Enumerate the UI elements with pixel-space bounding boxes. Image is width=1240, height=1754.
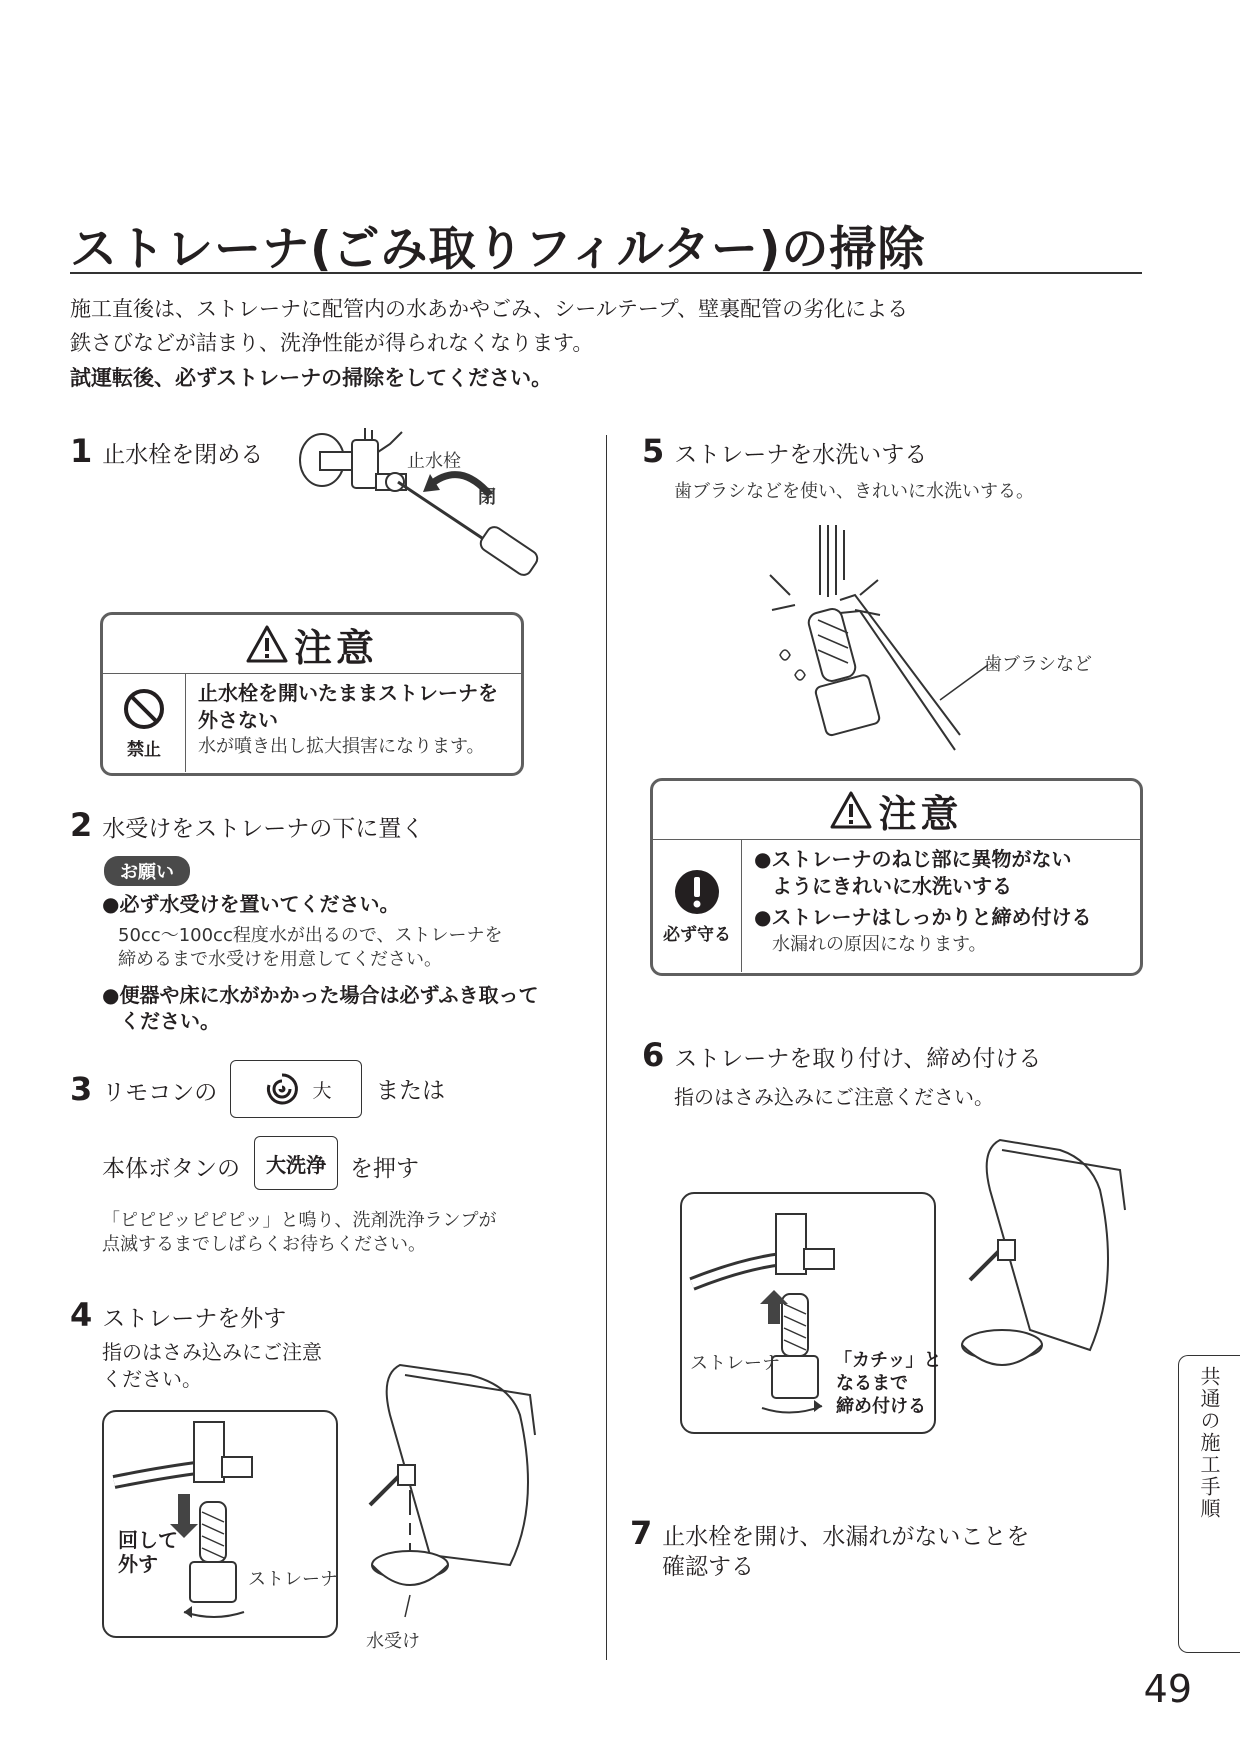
remote-flush-button[interactable] (230, 1060, 362, 1118)
warning-triangle-icon (830, 791, 872, 829)
intro-line-1: 施工直後は、ストレーナに配管内の水あかやごみ、シールテープ、壁裏配管の劣化による (70, 297, 909, 321)
step-2-bullet-1-sub-2: 締めるまで水受けを用意してください。 (118, 949, 442, 970)
mandatory-label: 必ず守る (663, 924, 731, 945)
step-5-number: 5 (642, 432, 665, 470)
step-4-sub-2: ください。 (102, 1367, 202, 1391)
step-3 (70, 1070, 217, 1108)
label-strainer-4: ストレーナ (248, 1569, 338, 1590)
caution-1-heading: 注意 (293, 625, 378, 670)
caution-1-header (103, 615, 521, 674)
step-1-text: 止水栓を閉める (102, 442, 264, 468)
caution-1-line-1: 止水栓を開いたままストレーナを (198, 681, 498, 705)
toilet-side-illustration-4 (360, 1355, 560, 1615)
section-side-tab (1178, 1355, 1240, 1653)
step-1-number: 1 (70, 432, 93, 470)
label-click-2: なるまで (836, 1373, 908, 1394)
step-2-bullet-1-sub-1: 50cc～100cc程度水が出るので、ストレーナを (118, 925, 503, 946)
column-divider (606, 435, 607, 1660)
step-7-line-2: 確認する (662, 1554, 754, 1580)
prohibited-label: 禁止 (127, 739, 161, 760)
step-6-number: 6 (642, 1036, 665, 1074)
mandatory-column (653, 840, 742, 972)
request-badge (104, 856, 190, 886)
step-2 (70, 806, 424, 844)
caution-2-line-1: ●ストレーナのねじ部に異物がない (754, 847, 1072, 871)
step-2-bullet-1: ●必ず水受けを置いてください。 (102, 892, 400, 916)
label-click-3: 締め付ける (836, 1396, 926, 1417)
intro-line-3: 試運転後、必ずストレーナの掃除をしてください。 (70, 366, 553, 390)
label-pan: 水受け (366, 1631, 420, 1652)
remote-flush-button-label: 大 (312, 1079, 332, 1102)
strainer-removal-detail (104, 1412, 336, 1636)
caution-2-header (653, 781, 1140, 840)
step-5 (642, 432, 927, 470)
request-badge-label: お願い (104, 856, 190, 886)
step-6-sub: 指のはさみ込みにご注意ください。 (674, 1085, 994, 1109)
step-2-bullet-2-line-1: ●便器や床に水がかかった場合は必ずふき取って (102, 983, 539, 1007)
caution-2-line-4: 水漏れの原因になります。 (772, 934, 987, 955)
page-title: ストレーナ(ごみ取りフィルター)の掃除 (70, 222, 926, 277)
page-number: 49 (1143, 1667, 1192, 1711)
step-7-number: 7 (630, 1514, 653, 1552)
label-strainer-6: ストレーナ (690, 1353, 780, 1374)
step-5-sub: 歯ブラシなどを使い、きれいに水洗いする。 (674, 481, 1034, 502)
step-3-note-2: 点滅するまでしばらくお待ちください。 (102, 1234, 426, 1255)
label-close: 閉 (478, 487, 496, 508)
step-3-text-b: または (376, 1078, 445, 1104)
step-3-text-c: 本体ボタンの (102, 1156, 240, 1182)
section-side-tab-label: 共通の施工手順 (1197, 1366, 1221, 1520)
caution-2-heading: 注意 (878, 791, 963, 836)
label-turn-2: 外す (118, 1552, 158, 1576)
label-valve: 止水栓 (407, 451, 461, 472)
label-turn-1: 回して (118, 1528, 178, 1552)
body-flush-button[interactable] (254, 1136, 338, 1190)
caution-2-line-2: ようにきれいに水洗いする (772, 874, 1012, 898)
step-4-number: 4 (70, 1296, 93, 1334)
swirl-flush-icon (260, 1067, 304, 1111)
title-rule (70, 272, 1142, 274)
step-4-sub-1: 指のはさみ込みにご注意 (102, 1340, 322, 1364)
step-4-text: ストレーナを外す (102, 1306, 287, 1332)
toilet-side-illustration-6 (940, 1130, 1140, 1390)
caution-box-1 (100, 612, 524, 776)
step-6 (642, 1036, 1041, 1074)
intro-line-2: 鉄さびなどが詰まり、洗浄性能が得られなくなります。 (70, 331, 594, 355)
step-5-text: ストレーナを水洗いする (674, 442, 928, 468)
label-click-1: 「カチッ」と (834, 1350, 942, 1371)
step-1 (70, 432, 263, 470)
caution-2-line-3: ●ストレーナはしっかりと締め付ける (754, 905, 1092, 929)
warning-triangle-icon (246, 625, 288, 663)
step-3-number: 3 (70, 1070, 93, 1108)
step-7 (630, 1514, 1029, 1552)
detail-frame-4 (102, 1410, 338, 1638)
caution-1-line-2: 外さない (198, 708, 278, 732)
body-flush-button-label: 大洗浄 (266, 1152, 326, 1177)
step-2-number: 2 (70, 806, 93, 844)
step-3-text-d: を押す (350, 1156, 419, 1182)
mandatory-exclamation-icon (673, 868, 721, 916)
step-3-text-a: リモコンの (102, 1080, 218, 1106)
step-7-line-1: 止水栓を開け、水漏れがないことを (662, 1524, 1030, 1550)
prohibited-column (103, 674, 186, 772)
step-3-note-1: 「ピピピッピピピッ」と鳴り、洗剤洗浄ランプが (102, 1210, 497, 1231)
step-4 (70, 1296, 286, 1334)
caution-box-2 (650, 778, 1143, 976)
prohibited-icon (122, 687, 166, 731)
step-2-bullet-2-line-2: ください。 (120, 1009, 220, 1033)
step-2-text: 水受けをストレーナの下に置く (102, 816, 425, 842)
caution-1-line-3: 水が噴き出し拡大損害になります。 (198, 736, 485, 757)
brush-washing-illustration (760, 525, 980, 745)
step-6-text: ストレーナを取り付け、締め付ける (674, 1046, 1042, 1072)
label-brush: 歯ブラシなど (984, 654, 1092, 675)
